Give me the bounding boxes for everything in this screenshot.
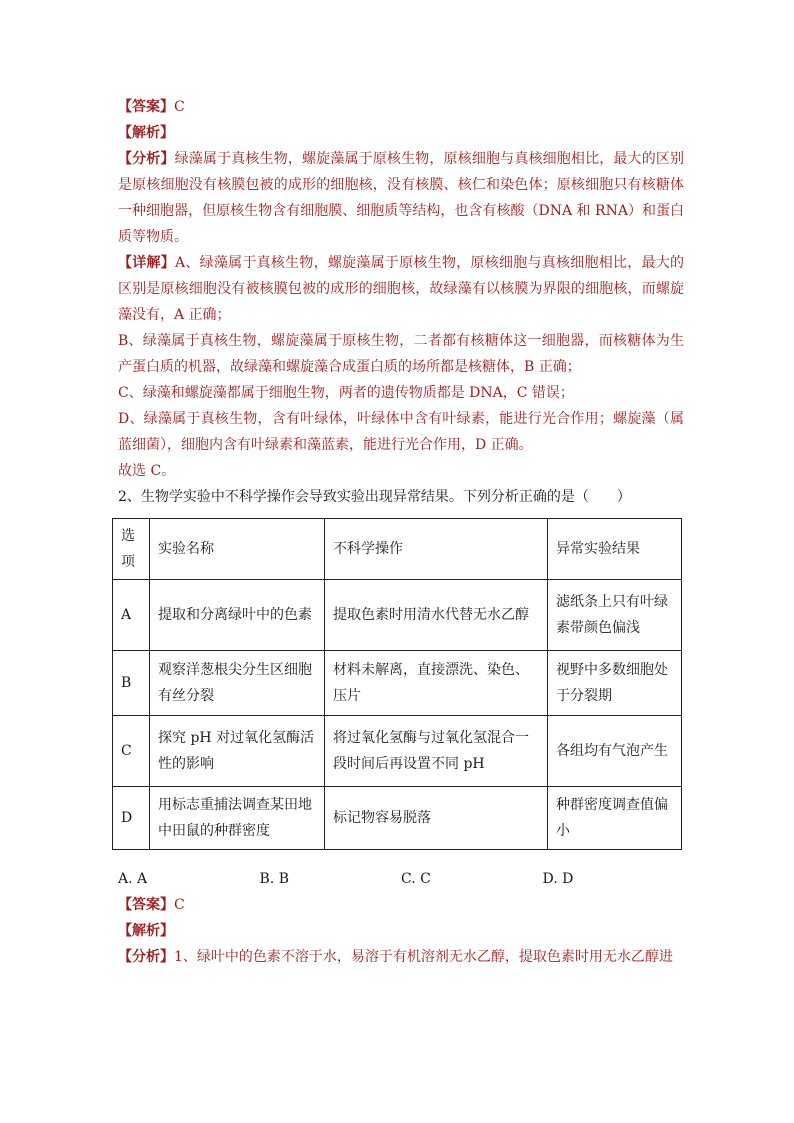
header-cell: 实验名称 [150,519,325,580]
option-d: D. D [542,871,574,887]
option-c: C. C [401,871,431,887]
q1-conclusion: 故选 C。 [118,463,176,479]
table-cell: 提取和分离绿叶中的色素 [150,580,325,651]
table-cell: 滤纸条上只有叶绿素带颜色偏浅 [548,580,682,651]
q1-analysis-heading [118,120,684,146]
fenxi-label: 【分析】 [118,151,175,167]
table-cell: 提取色素时用清水代替无水乙醇 [325,580,548,651]
table-row [113,716,682,787]
table-cell: 材料未解离，直接漂洗、染色、压片 [325,651,548,716]
q1-answer [118,94,684,120]
q2-options [118,866,684,892]
fenxi-text: 绿藻属于真核生物，螺旋藻属于原核生物，原核细胞与真核细胞相比，最大的区别是原核细胞没有核膜包被的成形的细胞核，没有核膜、核仁和染色体；原核细胞只有核糖体一种细胞器，但原核生物含有细胞膜、细胞质等结构，也含有核酸（DNA 和 RNA）和蛋白质等物质。 [118,151,685,245]
q1-detail-b: B、绿藻属于真核生物，螺旋藻属于原核生物，二者都有核糖体这一细胞器，而核糖体为生产蛋白质的机器，故绿藻和螺旋藻合成蛋白质的场所都是核糖体，B 正确； [118,333,684,375]
answer-label: 【答案】 [118,897,174,913]
q2-analysis-heading [118,918,684,944]
table-row [113,580,682,651]
q2-answer [118,892,684,918]
xiangjie-label: 【详解】 [118,255,176,271]
fenxi-label: 【分析】 [118,949,174,965]
table-cell: 标记物容易脱落 [325,787,548,850]
table-cell: 种群密度调查值偏小 [548,787,682,850]
table-header-row [113,519,682,580]
table-row [113,787,682,850]
fenxi-text: 1、绿叶中的色素不溶于水，易溶于有机溶剂无水乙醇，提取色素时用无水乙醇进 [174,949,673,965]
table-cell: B [113,651,150,716]
answer-value: C [174,99,185,115]
answer-label: 【答案】 [118,99,174,115]
header-cell: 异常实验结果 [548,519,682,580]
table-cell: 探究 pH 对过氧化氢酶活性的影响 [150,716,325,787]
q2-table [112,518,682,850]
analysis-label: 【解析】 [118,923,174,939]
q1-detail-c: C、绿藻和螺旋藻都属于细胞生物，两者的遗传物质都是 DNA，C 错误； [118,385,574,401]
table-cell: 视野中多数细胞处于分裂期 [548,651,682,716]
table-cell: 用标志重捕法调查某田地中田鼠的种群密度 [150,787,325,850]
header-cell: 不科学操作 [325,519,548,580]
option-a: A. A [118,871,148,887]
q1-fenxi [118,146,684,250]
table-cell: 将过氧化氢酶与过氧化氢混合一段时间后再设置不同 pH [325,716,548,787]
table-cell: 各组均有气泡产生 [548,716,682,787]
document-page [118,94,684,970]
analysis-label: 【解析】 [118,125,174,141]
q2-stem: 2、生物学实验中不科学操作会导致实验出现异常结果。下列分析正确的是（ ） [118,489,631,505]
answer-value: C [174,897,185,913]
option-b: B. B [259,871,289,887]
q1-xiangjie [118,250,684,328]
q1-detail-d: D、绿藻属于真核生物，含有叶绿体，叶绿体中含有叶绿素，能进行光合作用；螺旋藻（属蓝细菌），细胞内含有叶绿素和藻蓝素，能进行光合作用，D 正确。 [118,411,684,453]
table-row [113,651,682,716]
xiangjie-text: A、绿藻属于真核生物，螺旋藻属于原核生物，原核细胞与真核细胞相比，最大的区别是原核细胞没有被核膜包被的成形的细胞核，故绿藻有以核膜为界限的细胞核，而螺旋藻没有，A 正确； [118,255,685,323]
header-cell: 选项 [113,519,150,580]
q2-fenxi [118,944,684,970]
table-cell: 观察洋葱根尖分生区细胞有丝分裂 [150,651,325,716]
table-cell: A [113,580,150,651]
table-cell: D [113,787,150,850]
table-cell: C [113,716,150,787]
